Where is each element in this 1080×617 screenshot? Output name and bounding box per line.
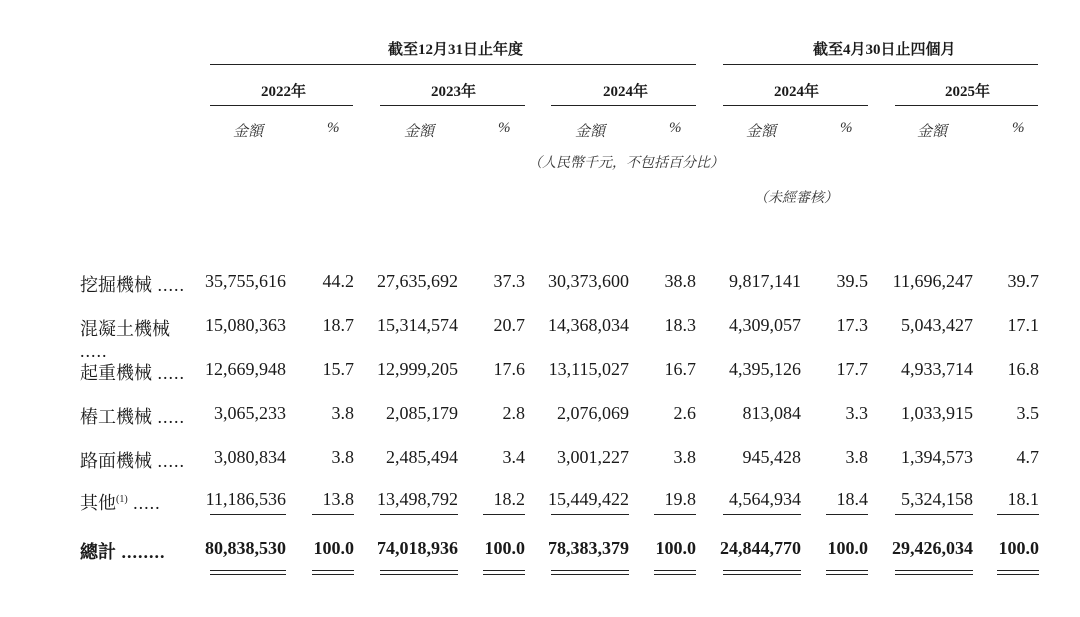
amount-cell: 13,498,792 <box>377 489 458 509</box>
amount-cell: 11,696,247 <box>892 271 973 291</box>
leader-dots: ........ <box>116 542 166 562</box>
amount-header-2024-4m: 金額 <box>746 124 777 140</box>
subtotal-rule-2024-pct <box>654 514 696 515</box>
subtotal-rule-2024-4m-pct <box>826 514 868 515</box>
amount-cell: 3,080,834 <box>214 447 286 467</box>
percent-cell: 100.0 <box>655 538 696 558</box>
year-rule-2024 <box>551 105 696 106</box>
amount-cell: 30,373,600 <box>548 271 629 291</box>
amount-cell: 15,314,574 <box>377 315 458 335</box>
amount-cell: 9,817,141 <box>729 271 801 291</box>
percent-cell: 2.8 <box>502 403 525 423</box>
amount-header-2024: 金額 <box>575 124 606 140</box>
subtotal-rule-2022-amount <box>210 514 286 515</box>
row-label-text: 起重機械 <box>80 363 152 383</box>
leader-dots: ..... <box>127 493 161 513</box>
percent-cell: 18.1 <box>1007 489 1039 509</box>
percent-cell: 20.7 <box>493 315 525 335</box>
year-header-2022: 2022年 <box>261 84 307 100</box>
amount-cell: 2,085,179 <box>386 403 458 423</box>
amount-cell: 5,043,427 <box>901 315 973 335</box>
percent-cell: 18.3 <box>664 315 696 335</box>
total-double-rule-2024-4m-pct <box>826 570 868 575</box>
percent-cell: 3.3 <box>845 403 868 423</box>
leader-dots: ..... <box>80 341 108 361</box>
group-title-year-ended: 截至12月31日止年度 <box>388 42 524 58</box>
percent-cell: 38.8 <box>664 271 696 291</box>
amount-cell: 813,084 <box>742 403 801 423</box>
year-rule-2025-4m <box>895 105 1038 106</box>
amount-cell: 4,564,934 <box>729 489 801 509</box>
unit-note: （人民幣千元，不包括百分比） <box>528 156 724 171</box>
percent-cell: 37.3 <box>493 271 525 291</box>
subtotal-rule-2025-4m-pct <box>997 514 1039 515</box>
percent-header-2025-4m: % <box>1012 120 1025 136</box>
subtotal-rule-2023-pct <box>483 514 525 515</box>
row-label-text: 挖掘機械 <box>80 275 152 295</box>
percent-cell: 17.3 <box>836 315 868 335</box>
group-rule-year-ended <box>210 64 696 65</box>
percent-cell: 17.7 <box>836 359 868 379</box>
total-double-rule-2025-4m-pct <box>997 570 1039 575</box>
amount-cell: 13,115,027 <box>548 359 629 379</box>
amount-cell: 11,186,536 <box>205 489 286 509</box>
percent-cell: 3.4 <box>502 447 525 467</box>
amount-cell: 24,844,770 <box>720 538 801 558</box>
amount-cell: 35,755,616 <box>205 271 286 291</box>
year-rule-2022 <box>210 105 353 106</box>
percent-header-2023: % <box>498 120 511 136</box>
percent-cell: 13.8 <box>322 489 354 509</box>
footnote-marker: (1) <box>116 494 128 505</box>
percent-cell: 3.5 <box>1016 403 1039 423</box>
percent-cell: 16.7 <box>664 359 696 379</box>
percent-header-2024: % <box>669 120 682 136</box>
percent-cell: 3.8 <box>673 447 696 467</box>
percent-cell: 100.0 <box>827 538 868 558</box>
row-label-text: 路面機械 <box>80 451 152 471</box>
amount-cell: 4,933,714 <box>901 359 973 379</box>
amount-cell: 15,080,363 <box>205 315 286 335</box>
percent-cell: 44.2 <box>322 271 354 291</box>
percent-cell: 15.7 <box>322 359 354 379</box>
amount-cell: 3,065,233 <box>214 403 286 423</box>
group-rule-four-months <box>723 64 1038 65</box>
year-header-2025-4m: 2025年 <box>945 84 991 100</box>
year-rule-2023 <box>380 105 525 106</box>
percent-header-2022: % <box>327 120 340 136</box>
percent-cell: 17.6 <box>493 359 525 379</box>
amount-cell: 12,999,205 <box>377 359 458 379</box>
amount-cell: 1,033,915 <box>901 403 973 423</box>
amount-cell: 1,394,573 <box>901 447 973 467</box>
total-double-rule-2023-pct <box>483 570 525 575</box>
row-label-text: 總計 <box>80 542 116 562</box>
subtotal-rule-2022-pct <box>312 514 354 515</box>
percent-cell: 100.0 <box>313 538 354 558</box>
year-header-2024: 2024年 <box>603 84 649 100</box>
total-double-rule-2024-4m-amount <box>723 570 801 575</box>
total-double-rule-2025-4m-amount <box>895 570 973 575</box>
amount-cell: 2,485,494 <box>386 447 458 467</box>
amount-cell: 4,309,057 <box>729 315 801 335</box>
group-title-four-months: 截至4月30日止四個月 <box>813 42 956 58</box>
amount-cell: 15,449,422 <box>548 489 629 509</box>
total-double-rule-2022-pct <box>312 570 354 575</box>
subtotal-rule-2024-4m-amount <box>723 514 801 515</box>
total-double-rule-2022-amount <box>210 570 286 575</box>
amount-cell: 12,669,948 <box>205 359 286 379</box>
amount-cell: 29,426,034 <box>892 538 973 558</box>
leader-dots: ..... <box>152 275 185 295</box>
subtotal-rule-2025-4m-amount <box>895 514 973 515</box>
percent-cell: 100.0 <box>484 538 525 558</box>
percent-cell: 18.7 <box>322 315 354 335</box>
leader-dots: ..... <box>152 407 185 427</box>
percent-cell: 39.7 <box>1007 271 1039 291</box>
percent-cell: 4.7 <box>1016 447 1039 467</box>
percent-cell: 18.4 <box>836 489 868 509</box>
row-label-text: 其他 <box>80 493 116 513</box>
amount-cell: 14,368,034 <box>548 315 629 335</box>
year-header-2023: 2023年 <box>431 84 477 100</box>
amount-cell: 74,018,936 <box>377 538 458 558</box>
amount-header-2023: 金額 <box>404 124 435 140</box>
percent-cell: 17.1 <box>1007 315 1039 335</box>
percent-cell: 16.8 <box>1007 359 1039 379</box>
amount-cell: 945,428 <box>742 447 801 467</box>
total-double-rule-2024-amount <box>551 570 629 575</box>
percent-cell: 3.8 <box>845 447 868 467</box>
amount-cell: 80,838,530 <box>205 538 286 558</box>
percent-cell: 3.8 <box>331 403 354 423</box>
percent-cell: 18.2 <box>493 489 525 509</box>
row-label-text: 混凝土機械 <box>80 319 170 339</box>
total-double-rule-2023-amount <box>380 570 458 575</box>
row-label-text: 樁工機械 <box>80 407 152 427</box>
amount-cell: 27,635,692 <box>377 271 458 291</box>
year-header-2024-4m: 2024年 <box>774 84 820 100</box>
unaudited-note: （未經審核） <box>754 191 838 206</box>
subtotal-rule-2024-amount <box>551 514 629 515</box>
amount-cell: 5,324,158 <box>901 489 973 509</box>
amount-header-2022: 金額 <box>233 124 264 140</box>
leader-dots: ..... <box>152 451 185 471</box>
percent-cell: 3.8 <box>331 447 354 467</box>
amount-cell: 4,395,126 <box>729 359 801 379</box>
leader-dots: ..... <box>152 363 185 383</box>
total-double-rule-2024-pct <box>654 570 696 575</box>
percent-cell: 19.8 <box>664 489 696 509</box>
percent-cell: 100.0 <box>998 538 1039 558</box>
amount-cell: 78,383,379 <box>548 538 629 558</box>
amount-cell: 2,076,069 <box>557 403 629 423</box>
amount-header-2025-4m: 金額 <box>917 124 948 140</box>
percent-cell: 39.5 <box>836 271 868 291</box>
percent-header-2024-4m: % <box>840 120 853 136</box>
year-rule-2024-4m <box>723 105 868 106</box>
percent-cell: 2.6 <box>673 403 696 423</box>
subtotal-rule-2023-amount <box>380 514 458 515</box>
amount-cell: 3,001,227 <box>557 447 629 467</box>
